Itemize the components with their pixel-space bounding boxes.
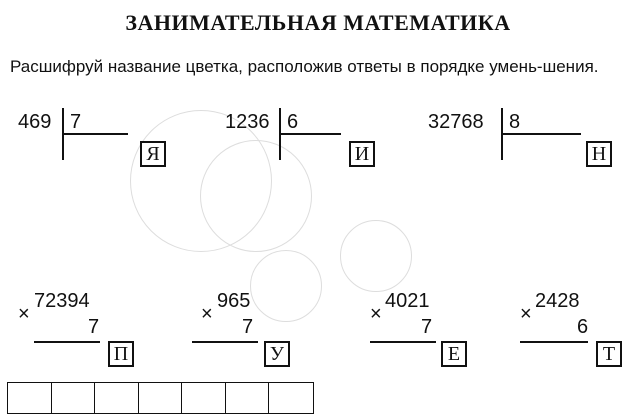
multiply-sign: × [520,303,532,325]
multiply-sign: × [370,303,382,325]
dividend: 469 [18,111,52,133]
multiplication-line [370,341,436,343]
answer-cell[interactable] [8,383,52,413]
multiplicand: 2428 [535,290,580,312]
multiplier: 7 [242,316,254,338]
answer-cell[interactable] [52,383,96,413]
letter-box: И [349,141,375,167]
multiplication-line [192,341,258,343]
division-horizontal-line [279,133,341,135]
answer-cell[interactable] [139,383,183,413]
answer-cell[interactable] [269,383,313,413]
answer-grid [7,382,314,414]
divisor: 6 [287,111,299,133]
multiply-sign: × [18,303,30,325]
letter-box: Т [596,341,622,367]
letter-box: Е [441,341,467,367]
answer-cell[interactable] [95,383,139,413]
letter-box: Н [586,141,612,167]
task-text: Расшифруй название цветка, расположив ответы в порядке умень-шения. [10,57,599,76]
multiplier: 7 [421,316,433,338]
division-horizontal-line [501,133,581,135]
divisor: 7 [70,111,82,133]
dividend: 32768 [428,111,484,133]
page-title: ЗАНИМАТЕЛЬНАЯ МАТЕМАТИКА [125,10,511,35]
multiplication-line [520,341,588,343]
letter-box: П [108,341,134,367]
multiplicand: 4021 [385,290,430,312]
letter-box: У [264,341,290,367]
letter-box: Я [140,141,166,167]
multiply-sign: × [201,303,213,325]
answer-cell[interactable] [226,383,270,413]
multiplier: 7 [88,316,100,338]
multiplicand: 72394 [34,290,90,312]
division-horizontal-line [62,133,128,135]
multiplier: 6 [577,316,589,338]
multiplicand: 965 [217,290,251,312]
multiplication-line [34,341,100,343]
answer-cell[interactable] [182,383,226,413]
divisor: 8 [509,111,521,133]
dividend: 1236 [225,111,270,133]
